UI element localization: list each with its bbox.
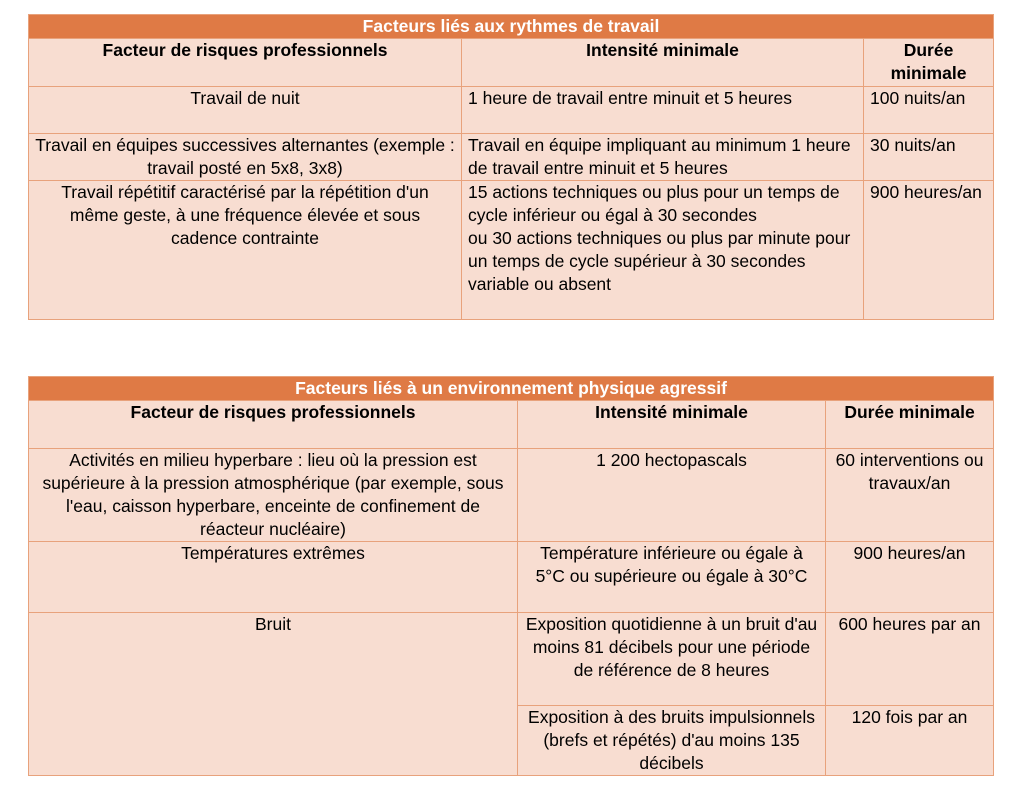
header-facteur: Facteur de risques professionnels	[29, 39, 462, 87]
header-intensite: Intensité minimale	[462, 39, 864, 87]
environnement-physique-table	[28, 376, 994, 776]
cell-facteur: Bruit	[29, 613, 518, 776]
cell-duree: 120 fois par an	[826, 706, 994, 776]
cell-intensite: Température inférieure ou égale à 5°C ou supérieure ou égale à 30°C	[518, 542, 826, 613]
rythmes-travail-table	[28, 14, 994, 320]
cell-facteur: Activités en milieu hyperbare : lieu où la pression est supérieure à la pression atmosphérique (par exemple, sous l'eau, caisson hyperbare, enceinte de confinement de réacteur nucléaire)	[29, 449, 518, 542]
cell-intensite: Exposition quotidienne à un bruit d'au moins 81 décibels pour une période de référence de 8 heures	[518, 613, 826, 706]
cell-facteur: Travail de nuit	[29, 87, 462, 134]
cell-duree: 100 nuits/an	[864, 87, 994, 134]
cell-intensite: 15 actions techniques ou plus pour un temps de cycle inférieur ou égal à 30 secondes ou 30 actions techniques ou plus par minute pour un temps de cycle supérieur à 30 secondes variable ou absent	[462, 181, 864, 320]
table-row	[29, 449, 994, 542]
cell-intensite: 1 200 hectopascals	[518, 449, 826, 542]
header-duree: Durée minimale	[826, 401, 994, 449]
cell-intensite: Exposition à des bruits impulsionnels (brefs et répétés) d'au moins 135 décibels	[518, 706, 826, 776]
header-intensite: Intensité minimale	[518, 401, 826, 449]
table-row	[29, 181, 994, 320]
table-row	[29, 613, 994, 706]
table-row	[29, 87, 994, 134]
cell-duree: 60 interventions ou travaux/an	[826, 449, 994, 542]
header-duree: Durée minimale	[864, 39, 994, 87]
cell-duree: 900 heures/an	[864, 181, 994, 320]
table-row	[29, 134, 994, 181]
cell-intensite: 1 heure de travail entre minuit et 5 heures	[462, 87, 864, 134]
cell-duree: 600 heures par an	[826, 613, 994, 706]
cell-duree: 900 heures/an	[826, 542, 994, 613]
header-facteur: Facteur de risques professionnels	[29, 401, 518, 449]
table-title: Facteurs liés aux rythmes de travail	[29, 15, 994, 39]
cell-duree: 30 nuits/an	[864, 134, 994, 181]
table-title: Facteurs liés à un environnement physique agressif	[29, 377, 994, 401]
cell-facteur: Températures extrêmes	[29, 542, 518, 613]
cell-intensite: Travail en équipe impliquant au minimum 1 heure de travail entre minuit et 5 heures	[462, 134, 864, 181]
cell-facteur: Travail répétitif caractérisé par la répétition d'un même geste, à une fréquence élevée et sous cadence contrainte	[29, 181, 462, 320]
table-row	[29, 542, 994, 613]
cell-facteur: Travail en équipes successives alternantes (exemple : travail posté en 5x8, 3x8)	[29, 134, 462, 181]
